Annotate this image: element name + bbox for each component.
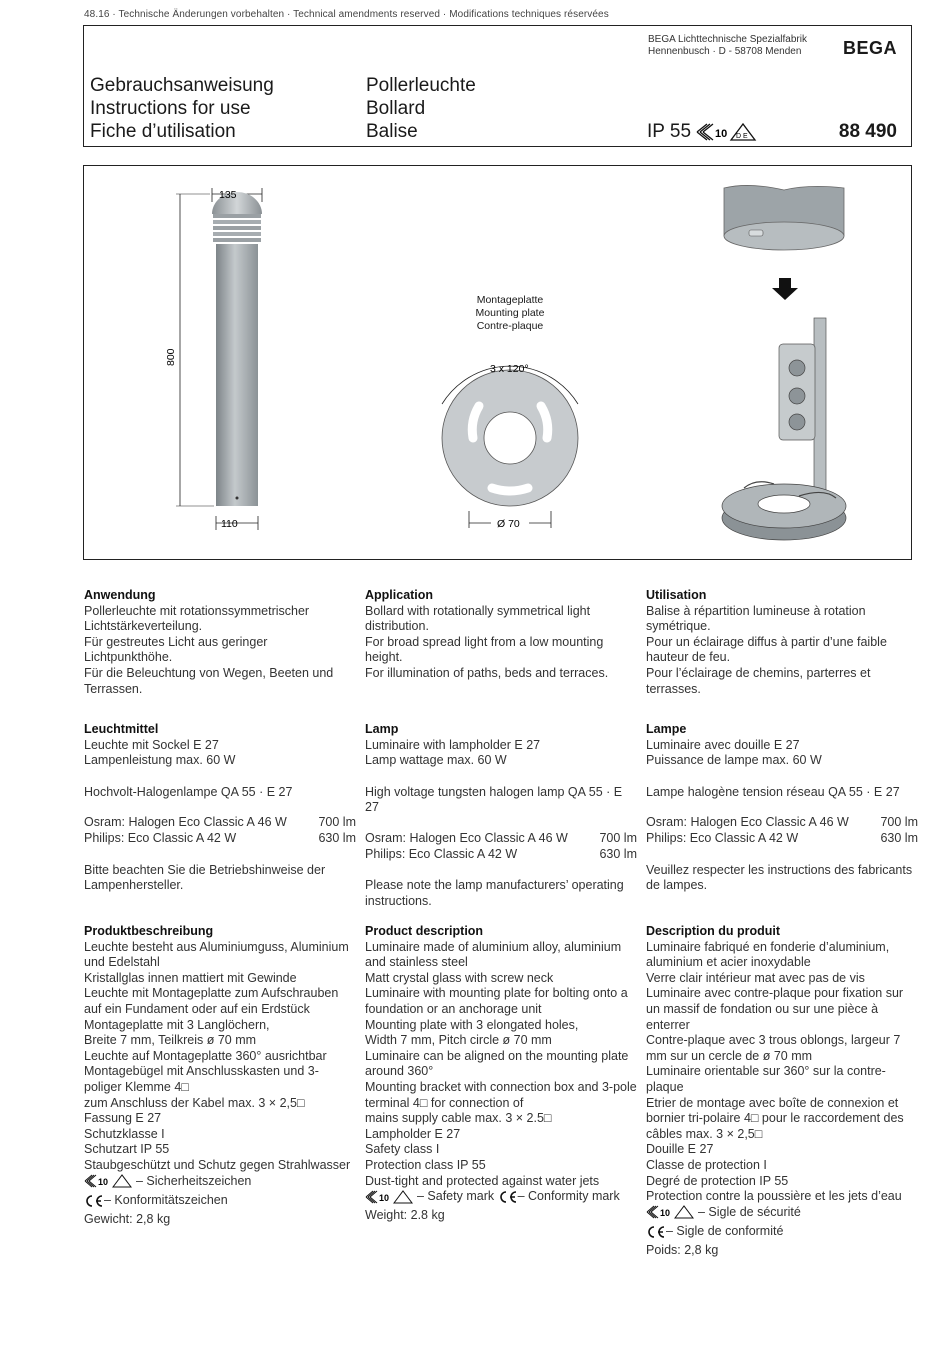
diameter-label: Ø 70 bbox=[497, 518, 520, 530]
lamp-lumen: 630 lm bbox=[599, 846, 637, 861]
lamp-row bbox=[84, 831, 356, 847]
svg-text:D E: D E bbox=[736, 133, 748, 140]
lamp-section bbox=[646, 722, 918, 894]
product-name-fr: Balise bbox=[366, 121, 418, 142]
safety-mark-icon bbox=[646, 1205, 698, 1219]
section-text: Luminaire avec douille E 27 Puissance de lampe max. 60 W bbox=[646, 737, 822, 768]
lamp-section bbox=[84, 722, 356, 894]
safety-mark-text: – Sicherheitszeichen bbox=[136, 1173, 252, 1188]
dim-height: 800 bbox=[165, 348, 177, 366]
lamp-row bbox=[646, 831, 918, 847]
conformity-mark-text: – Sigle de conformité bbox=[666, 1224, 784, 1239]
lamp-name: Osram: Halogen Eco Classic A 46 W bbox=[365, 830, 568, 845]
lamp-lumen: 630 lm bbox=[880, 830, 918, 845]
brand-logo: BEGA bbox=[842, 38, 897, 58]
safety-mark-line bbox=[84, 1174, 251, 1190]
lamp-note: Please note the lamp manufacturers’ operating instructions. bbox=[365, 878, 624, 908]
section-text: Leuchte mit Sockel E 27 Lampenleistung max. 60 W bbox=[84, 737, 236, 768]
safety-mark-text: – Sigle de sécurité bbox=[698, 1204, 801, 1219]
section-text: Bollard with rotationally symmetrical light distribution. For broad spread light from a low mounting height. For illumination of paths, beds and terraces. bbox=[365, 603, 609, 680]
application-section bbox=[84, 588, 356, 697]
ce-mark-icon bbox=[84, 1194, 104, 1208]
lamp-row bbox=[365, 847, 637, 863]
conformity-mark-line bbox=[498, 1189, 620, 1205]
company-location: Hennenbusch · D - 58708 Menden bbox=[648, 46, 802, 57]
conformity-mark-text: – Conformity mark bbox=[517, 1189, 620, 1204]
section-text: Balise à répartition lumineuse à rotation symétrique. Pour un éclairage diffus à partir d’une faible hauteur de feu. Pour l’éclairage de chemins, parterres et terrasses. bbox=[646, 603, 887, 696]
safety-mark-icon bbox=[84, 1174, 136, 1188]
safety-mark-icon bbox=[365, 1190, 417, 1204]
safety-mark-line bbox=[365, 1189, 494, 1205]
section-title: Anwendung bbox=[84, 588, 156, 602]
angle-label: 3 x 120° bbox=[490, 363, 529, 375]
product-section bbox=[84, 924, 356, 1228]
product-drawing bbox=[83, 165, 912, 560]
lamp-lumen: 700 lm bbox=[880, 815, 918, 830]
ce-mark-icon bbox=[498, 1190, 518, 1204]
lamp-type: Lampe halogène tension réseau QA 55 · E 27 bbox=[646, 784, 900, 799]
lamp-type: High voltage tungsten halogen lamp QA 55 · E 27 bbox=[365, 784, 623, 815]
section-title: Lamp bbox=[365, 722, 399, 736]
amendments-notice: 48.16 · Technische Änderungen vorbehalten · Technical amendments reserved · Modifications techniques réservées bbox=[84, 9, 609, 20]
product-name-de: Pollerleuchte bbox=[366, 75, 476, 96]
lamp-type: Hochvolt-Halogenlampe QA 55 · E 27 bbox=[84, 784, 293, 799]
lamp-note: Bitte beachten Sie die Betriebshinweise der Lampenhersteller. bbox=[84, 862, 326, 893]
lamp-lumen: 700 lm bbox=[599, 830, 637, 845]
dim-width-bottom: 110 bbox=[221, 518, 238, 530]
doc-title-en: Instructions for use bbox=[90, 98, 251, 119]
bollard-illustration bbox=[176, 188, 262, 530]
lamp-name: Philips: Eco Classic A 42 W bbox=[365, 846, 518, 861]
lamp-section bbox=[365, 722, 637, 909]
company-name: BEGA Lichttechnische Spezialfabrik bbox=[648, 34, 807, 45]
safety-mark-text: – Safety mark bbox=[417, 1189, 495, 1204]
section-title: Utilisation bbox=[646, 588, 707, 602]
section-title: Leuchtmittel bbox=[84, 722, 159, 736]
lamp-row bbox=[646, 815, 918, 831]
svg-text:10: 10 bbox=[98, 1177, 109, 1188]
product-section bbox=[646, 924, 918, 1259]
mounting-plate-label bbox=[444, 294, 576, 333]
section-text: Luminaire made of aluminium alloy, aluminium and stainless steel Matt crystal glass with screw neck Luminaire with mounting plate for bolting onto a foundation or an anchorage unit Mounting plate with 3 elongated holes, Width 7 mm, Pitch circle ø 70 mm Luminaire can be aligned on the mounting plate around 360° Mounting bracket with connection box and 3-pole terminal 4□ for connection of mains supply cable max. 3 × 2.5□ Lampholder E 27 Safety class I Protection class IP 55 Dust-tight and protected against water jets bbox=[365, 939, 637, 1188]
section-title: Lampe bbox=[646, 722, 687, 736]
dim-width-top: 135 bbox=[219, 189, 237, 201]
lamp-row bbox=[365, 831, 637, 847]
weight: Poids: 2,8 kg bbox=[646, 1243, 719, 1258]
section-text: Leuchte besteht aus Aluminiumguss, Aluminium und Edelstahl Kristallglas innen mattiert mit Gewinde Leuchte mit Montageplatte zum Aufschrauben auf ein Fundament oder auf ein Erdstück Montageplatte mit 3 Langlöchern, Breite 7 mm, Teilkreis ø 70 mm Leuchte auf Montageplatte 360° ausrichtbar Montagebügel mit Anschlusskasten und 3-poliger Klemme 4□ zum Anschluss der Kabel max. 3 × 2,5□ Fassung E 27 Schutzklasse I Schutzart IP 55 Staubgeschützt und Schutz gegen Strahlwasser bbox=[84, 939, 351, 1172]
document-title bbox=[90, 74, 274, 143]
ip-rating bbox=[647, 121, 757, 143]
ip-rating-text: IP 55 bbox=[647, 121, 692, 142]
weight: Weight: 2.8 kg bbox=[365, 1208, 445, 1223]
section-text: Luminaire fabriqué en fonderie d’aluminium, aluminium et acier inoxydable Verre clair intérieur mat avec pas de vis Luminaire avec contre-plaque pour fixation sur un massif de fondation ou sur une pièce à enterrer Contre-plaque avec 3 trous oblongs, largeur 7 mm sur un cercle de ø 70 mm Luminaire orientable sur 360° sur la contre-plaque Etrier de montage avec boîte de connexion et bornier tri-polaire 4□ pour le raccordement des câbles max. 3 × 2,5□ Douille E 27 Classe de protection I Degré de protection IP 55 Protection contre la poussière et les jets d’eau bbox=[646, 939, 904, 1204]
plate-label-de: Montageplatte bbox=[476, 294, 544, 306]
conformity-mark-line bbox=[84, 1193, 228, 1209]
doc-title-fr: Fiche d’utilisation bbox=[90, 121, 236, 142]
ce-mark-icon bbox=[646, 1225, 666, 1239]
product-name-en: Bollard bbox=[366, 98, 426, 119]
lamp-name: Osram: Halogen Eco Classic A 46 W bbox=[646, 815, 849, 830]
section-title: Application bbox=[365, 588, 434, 602]
company-address bbox=[648, 34, 807, 58]
svg-text:10: 10 bbox=[660, 1208, 671, 1219]
plate-label-en: Mounting plate bbox=[475, 307, 545, 319]
lamp-name: Osram: Halogen Eco Classic A 46 W bbox=[84, 815, 287, 830]
safety-mark-line bbox=[646, 1205, 801, 1221]
lamp-lumen: 630 lm bbox=[318, 830, 356, 845]
safety-mark-icon bbox=[695, 122, 757, 142]
product-section bbox=[365, 924, 637, 1224]
section-text: Luminaire with lampholder E 27 Lamp wattage max. 60 W bbox=[365, 737, 541, 768]
plate-label-fr: Contre-plaque bbox=[476, 320, 544, 332]
article-number: 88 490 bbox=[838, 121, 897, 142]
application-section bbox=[365, 588, 637, 682]
technical-drawing bbox=[84, 166, 913, 561]
lamp-note: Veuillez respecter les instructions des fabricants de lampes. bbox=[646, 862, 913, 893]
lamp-name: Philips: Eco Classic A 42 W bbox=[646, 830, 799, 845]
application-section bbox=[646, 588, 918, 697]
lamp-name: Philips: Eco Classic A 42 W bbox=[84, 830, 237, 845]
section-title: Produktbeschreibung bbox=[84, 924, 214, 938]
lamp-lumen: 700 lm bbox=[318, 815, 356, 830]
conformity-mark-line bbox=[646, 1224, 783, 1240]
section-title: Description du produit bbox=[646, 924, 781, 938]
svg-text:10: 10 bbox=[715, 128, 728, 140]
weight: Gewicht: 2,8 kg bbox=[84, 1212, 171, 1227]
svg-text:10: 10 bbox=[379, 1192, 390, 1203]
section-text: Pollerleuchte mit rotationssymmetrischer Lichtstärkeverteilung. Für gestreutes Licht aus geringer Lichtpunkthöhe. Für die Beleuchtung von Wegen, Beeten und Terrassen. bbox=[84, 603, 334, 696]
lamp-row bbox=[84, 815, 356, 831]
product-name bbox=[366, 74, 476, 143]
document-header bbox=[83, 25, 912, 147]
conformity-mark-text: – Konformitätszeichen bbox=[104, 1192, 228, 1207]
doc-title-de: Gebrauchsanweisung bbox=[90, 75, 274, 96]
installation-illustration bbox=[722, 185, 846, 540]
mounting-plate-illustration bbox=[442, 366, 578, 528]
section-title: Product description bbox=[365, 924, 484, 938]
